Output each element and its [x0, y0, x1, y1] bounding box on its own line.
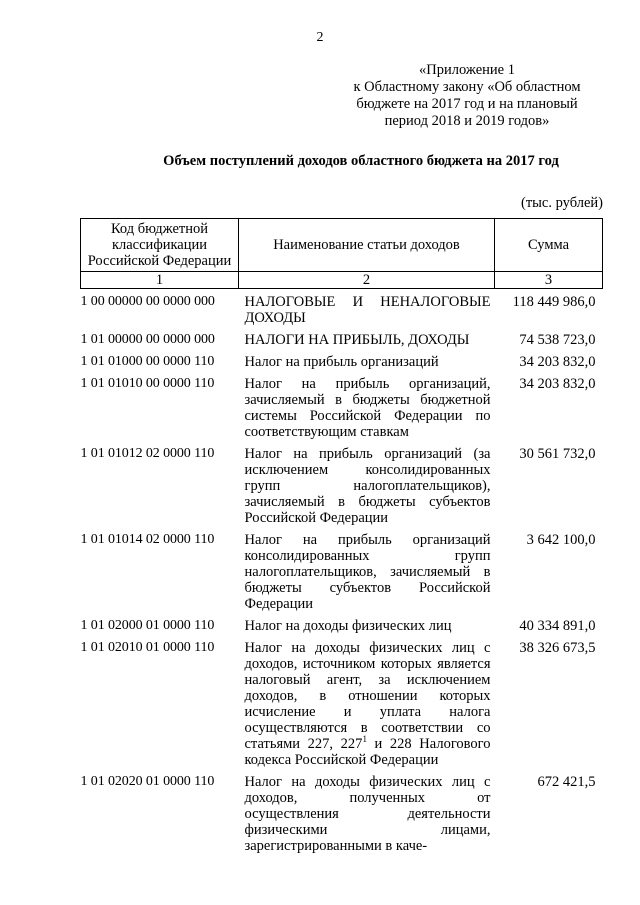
row-code: 1 01 02010 01 0000 110 — [80, 640, 215, 655]
row-amount: 3 642 100,0 — [526, 532, 596, 548]
row-name: Налог на доходы физических лиц — [244, 618, 452, 634]
table-row — [81, 446, 603, 532]
row-code: 1 01 02000 01 0000 110 — [80, 618, 215, 633]
row-amount: 34 203 832,0 — [519, 376, 596, 392]
row-amount: 672 421,5 — [537, 774, 596, 790]
appendix-line: «Приложение 1 — [419, 62, 515, 78]
row-name: НАЛОГИ НА ПРИБЫЛЬ, ДОХОДЫ — [244, 332, 470, 348]
row-name: Налог на доходы физических лиц с доходов, полученных от осуществления деятельности физическими лицами, зарегистрированными в каче- — [244, 774, 491, 854]
row-amount: 34 203 832,0 — [519, 354, 596, 370]
column-number: 2 — [239, 272, 495, 289]
table-row — [81, 376, 603, 446]
row-name: НАЛОГОВЫЕ И НЕНАЛОГОВЫЕ ДОХОДЫ — [244, 294, 491, 326]
row-amount: 40 334 891,0 — [519, 618, 596, 634]
row-name: Налог на прибыль организаций — [244, 354, 439, 370]
appendix-line: к Областному закону «Об областном — [353, 79, 581, 95]
table-row — [81, 532, 603, 618]
row-amount: 38 326 673,5 — [519, 640, 596, 656]
row-code: 1 01 02020 01 0000 110 — [80, 774, 215, 789]
appendix-line: период 2018 и 2019 годов» — [384, 113, 550, 129]
table-column-number-row — [81, 272, 603, 289]
row-amount: 118 449 986,0 — [512, 294, 596, 310]
row-code: 1 01 01010 00 0000 110 — [80, 376, 215, 391]
revenue-table — [80, 218, 603, 860]
table-row — [81, 640, 603, 774]
header-name: Наименование статьи доходов — [239, 219, 495, 272]
table-row — [81, 289, 603, 333]
superscript: 1 — [362, 734, 367, 745]
row-name: Налог на прибыль организаций, зачисляемый в бюджеты бюджетной системы Российской Федерации по соответствующим ставкам — [244, 376, 491, 440]
column-number: 1 — [81, 272, 239, 289]
row-name-text: и 228 Налогового кодекса Российской Федерации — [244, 736, 491, 768]
table-row — [81, 618, 603, 640]
column-number: 3 — [495, 272, 603, 289]
row-code: 1 01 00000 00 0000 000 — [80, 332, 215, 347]
row-amount: 74 538 723,0 — [519, 332, 596, 348]
table-row — [81, 332, 603, 354]
header-amount: Сумма — [495, 219, 603, 272]
page-number: 2 — [316, 30, 324, 45]
header-code: Код бюджетной классификации Российской Федерации — [81, 219, 239, 272]
row-name: Налог на прибыль организаций консолидированных групп налогоплательщиков, зачисляемый в бюджеты субъектов Российской Федерации — [244, 532, 491, 612]
appendix-header — [330, 62, 604, 130]
units-label: (тыс. рублей) — [521, 195, 603, 211]
row-name: Налог на прибыль организаций (за исключением консолидированных групп налогоплательщиков), зачисляемый в бюджеты субъектов Российской Федерации — [244, 446, 491, 526]
row-code: 1 00 00000 00 0000 000 — [80, 294, 215, 309]
table-row — [81, 354, 603, 376]
row-name-text: Налог на доходы физических лиц с доходов, источником которых является налоговый агент, за исключением доходов, в отношении которых исчисление и уплата налога осуществляются в соответствии со статьями 227, 227 — [244, 640, 491, 752]
row-code: 1 01 01014 02 0000 110 — [80, 532, 215, 547]
table-row — [81, 774, 603, 860]
row-code: 1 01 01000 00 0000 110 — [80, 354, 215, 369]
appendix-line: бюджете на 2017 год и на плановый — [356, 96, 578, 112]
table-header-row — [81, 219, 603, 272]
row-name — [239, 640, 495, 774]
row-amount: 30 561 732,0 — [519, 446, 596, 462]
document-title: Объем поступлений доходов областного бюджета на 2017 год — [163, 153, 559, 169]
row-code: 1 01 01012 02 0000 110 — [80, 446, 215, 461]
